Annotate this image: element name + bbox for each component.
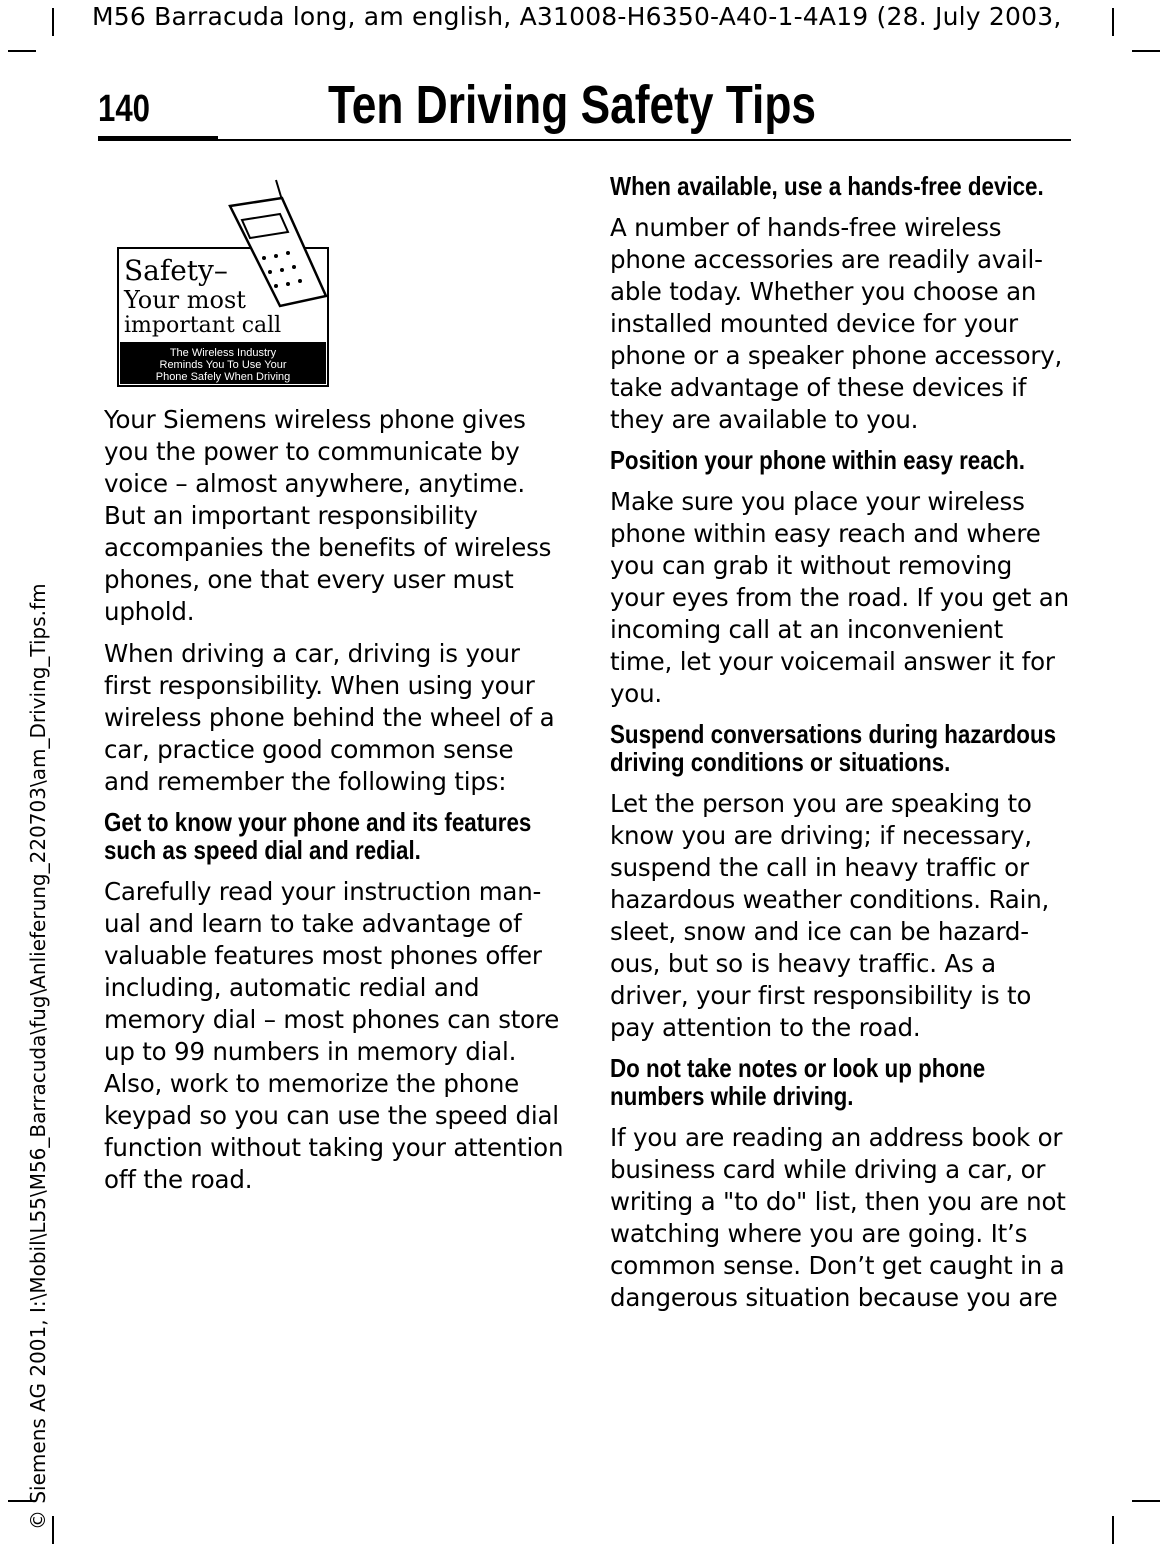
page-title: Ten Driving Safety Tips xyxy=(328,75,817,135)
tip-3-body: Make sure you place your wireless phone within easy reach and where you can grab it without removing your eyes from the road. If you get an incoming call at an inconvenient time, let your voicemail answer it for you. xyxy=(610,487,1069,708)
crop-mark-top-right-v xyxy=(1112,8,1114,36)
crop-mark-top-left-v xyxy=(52,8,54,36)
tip-2-heading: When available, use a hands-free device. xyxy=(610,171,1044,201)
tip-1-heading: Get to know your phone and its features such as speed dial and redial. xyxy=(104,807,532,865)
tip-4-heading: Suspend conversations during hazardous driving conditions or situations. xyxy=(610,719,1057,777)
tip-2-body: A number of hands-free wireless phone accessories are readily avail-able today. Whether you choose an installed mounted device for your phone or a speaker phone accessory, take advantage of these devices if they are available to you. xyxy=(610,213,1063,434)
right-column xyxy=(610,172,1070,1324)
logo-banner-1: The Wireless Industry xyxy=(169,347,277,359)
logo-banner-2: Reminds You To Use Your xyxy=(159,359,287,371)
tip-4-body: Let the person you are speaking to know you are driving; if necessary, suspend the call in heavy traffic or hazardous weather conditions. Rain, sleet, snow and ice can be hazard-ous, but so is heavy traffic. As a driver, your first responsibility is to pay attention to the road. xyxy=(610,789,1050,1042)
tip-1-body: Carefully read your instruction man-ual and learn to take advantage of valuable features most phones offer including, automatic redial and memory dial – most phones can store up to 99 numbers in memory dial. Also, work to memorize the phone keypad so you can use the speed dial function without taking your attention off the road. xyxy=(104,877,564,1194)
title-rule-thin xyxy=(218,139,1071,141)
logo-line-3: important call xyxy=(124,313,282,338)
safety-logo xyxy=(104,176,336,392)
crop-mark-bottom-left-v xyxy=(52,1516,54,1544)
running-header: M56 Barracuda long, am english, A31008-H6350-A40-1-4A19 (28. July 2003, xyxy=(92,2,1062,31)
left-column xyxy=(104,404,564,1206)
tip-5-heading: Do not take notes or look up phone numbers while driving. xyxy=(610,1053,986,1111)
logo-line-1: Safety– xyxy=(124,254,228,287)
side-copyright: © Siemens AG 2001, I:\Mobil\L55\M56_Barracuda\fug\Anlieferung_220703\am_Driving_Tips.fm xyxy=(26,583,50,1530)
tip-3-heading: Position your phone within easy reach. xyxy=(610,445,1025,475)
title-rule-thick xyxy=(98,136,218,141)
intro-paragraph-1: Your Siemens wireless phone gives you the power to communicate by voice – almost anywhere, anytime. But an important responsibility accompanies the benefits of wireless phones, one that every user must uphold. xyxy=(104,405,552,626)
crop-mark-top-right-h xyxy=(1132,50,1160,52)
crop-mark-top-left-h xyxy=(8,50,36,52)
tip-5-body: If you are reading an address book or business card while driving a car, or writing a "to do" list, then you are not watching where you are going. It’s common sense. Don’t get caught in a dangerous situation because you are xyxy=(610,1123,1066,1312)
crop-mark-bottom-right-v xyxy=(1112,1516,1114,1544)
intro-paragraph-2: When driving a car, driving is your first responsibility. When using your wireless phone behind the wheel of a car, practice good common sense and remember the following tips: xyxy=(104,639,555,796)
crop-mark-bottom-right-h xyxy=(1132,1500,1160,1502)
logo-line-2: Your most xyxy=(124,286,246,314)
logo-banner-3: Phone Safely When Driving xyxy=(155,371,291,383)
page-number: 140 xyxy=(98,88,150,130)
